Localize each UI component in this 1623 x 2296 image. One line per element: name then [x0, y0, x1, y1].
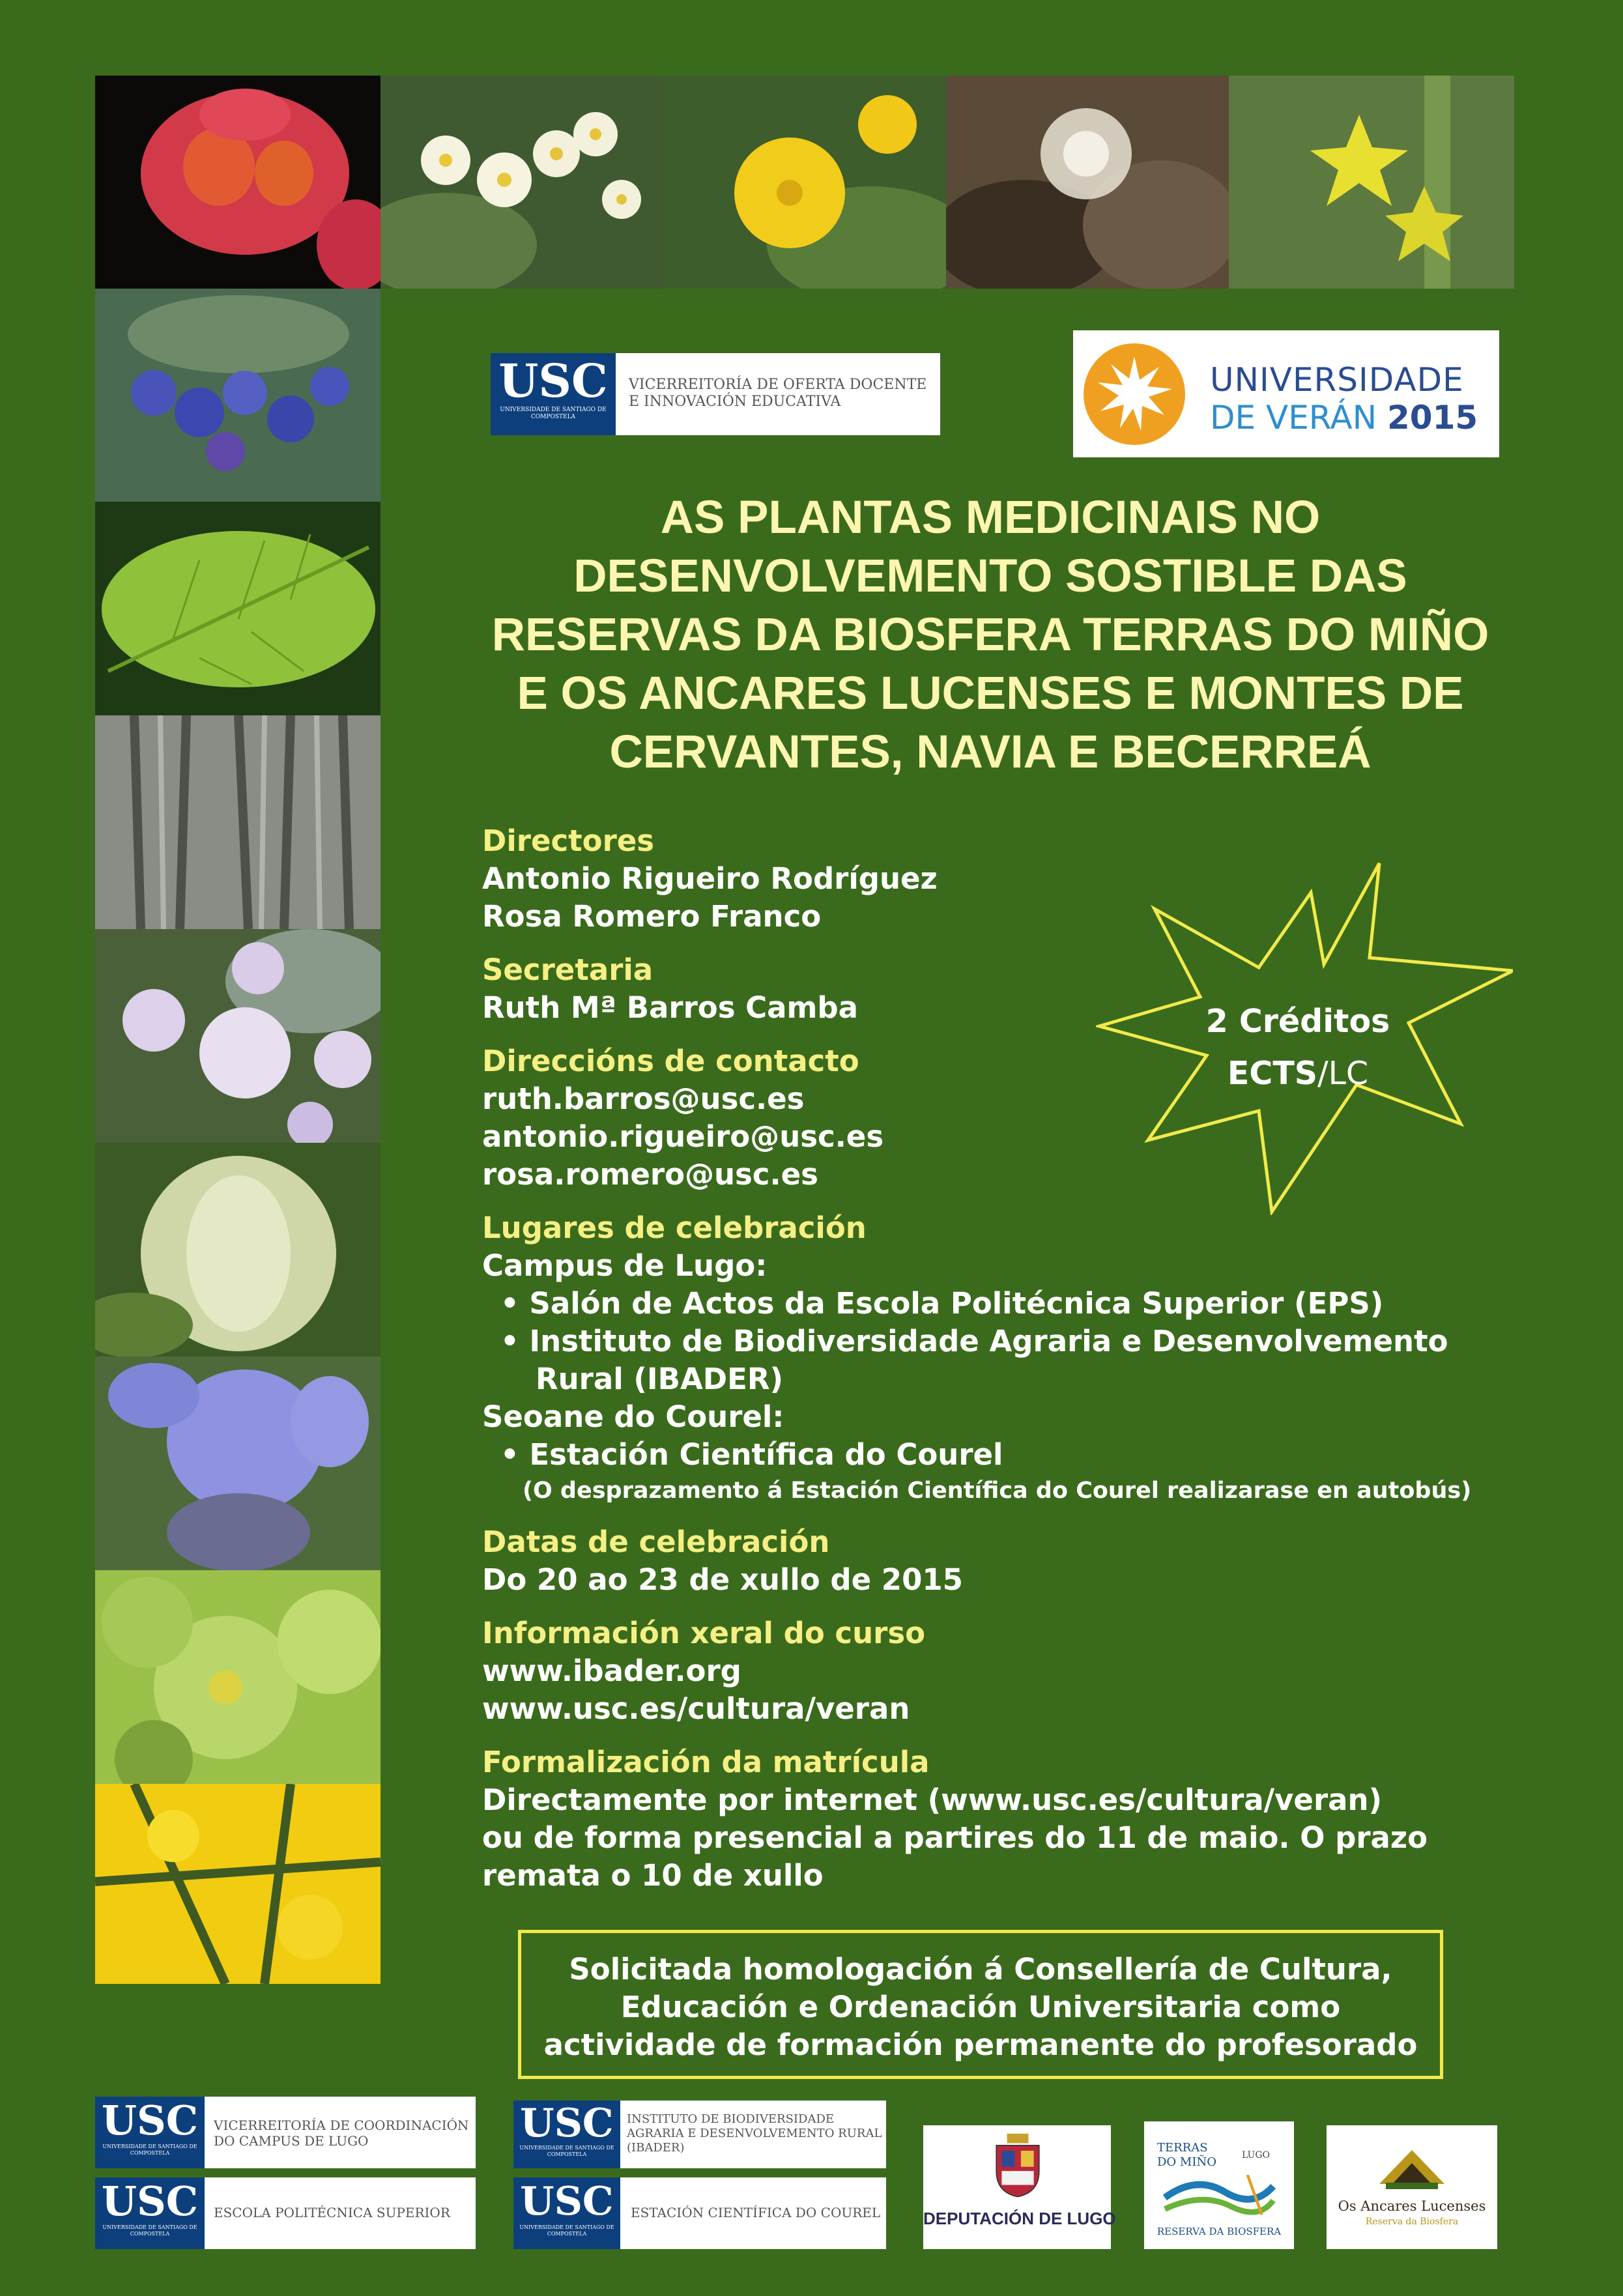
river-icon [1154, 2175, 1284, 2220]
transport-note: (O desprazamento á Estación Científica do Courel realizarase en autobús) [523, 1478, 1472, 1504]
yellow-star-lily-photo [1229, 76, 1514, 289]
seed-pod-photo [946, 76, 1229, 289]
ancares-lucenses-logo: Os Ancares Lucenses Reserva da Biosfera [1327, 2125, 1497, 2249]
coat-of-arms-icon [991, 2133, 1044, 2198]
usc-mark: USC UNIVERSIDADE DE SANTIAGO DE COMPOSTELA [513, 2101, 620, 2168]
matricula-line: Directamente por internet (www.usc.es/cultura/veran) [482, 1783, 1383, 1817]
deputacion-lugo-logo: DEPUTACIÓN DE LUGO [923, 2125, 1111, 2249]
info-link[interactable]: www.ibader.org [482, 1654, 741, 1688]
director-name: Rosa Romero Franco [482, 899, 822, 934]
usc-mark: USC UNIVERSIDADE DE SANTIAGO DE COMPOSTELA [95, 2097, 205, 2168]
matricula-line: remata o 10 de xullo [482, 1858, 824, 1893]
directores-heading: Directores [482, 824, 655, 858]
red-spindle-fruit-photo [95, 76, 381, 289]
usc-courel-logo: USC UNIVERSIDADE DE SANTIAGO DE COMPOSTELA ESTACIÓN CIENTÍFICA DO COUREL [513, 2177, 886, 2249]
venue-item: • Estación Científica do Courel [500, 1437, 1003, 1472]
secretaria-heading: Secretaria [482, 953, 654, 987]
pale-spike-flower-photo [95, 1143, 381, 1356]
yellow-marsh-marigold-photo [663, 76, 946, 289]
credits-starburst: 2 Créditos ECTS/LC [1096, 860, 1513, 1215]
contact-email[interactable]: antonio.rigueiro@usc.es [482, 1119, 884, 1154]
director-name: Antonio Rigueiro Rodríguez [482, 861, 938, 896]
usc-ibader-logo: USC UNIVERSIDADE DE SANTIAGO DE COMPOSTELA INSTITUTO DE BIODIVERSIDADE AGRARIA E DESENVOLVEMENTO RURAL (IBADER) [513, 2101, 886, 2168]
sun-icon [1082, 342, 1186, 446]
seoane-label: Seoane do Courel: [482, 1399, 784, 1434]
page-title: AS PLANTAS MEDICINAIS NO DESENVOLVEMENTO SOSTIBLE DAS RESERVAS DA BIOSFERA TERRAS DO MIÑO E OS ANCARES LUCENSES E MONTES DE CERVANTES, NAVIA E BECERREÁ [491, 492, 1489, 778]
venue-item: • Salón de Actos da Escola Politécnica Superior (EPS) [500, 1286, 1384, 1321]
pale-cuckooflower-photo [95, 929, 381, 1143]
blue-bugle-photo [95, 1356, 381, 1570]
universidade-veran-logo: UNIVERSIDADE DE VERÁN 2015 [1073, 330, 1499, 457]
terras-mino-logo: TERRAS DO MIÑO LUGO RESERVA DA BIOSFERA [1144, 2121, 1294, 2249]
matricula-line: ou de forma presencial a partires do 11 de maio. O prazo [482, 1820, 1428, 1855]
usc-mark: USC UNIVERSIDADE DE SANTIAGO DE COMPOSTELA [95, 2177, 205, 2249]
green-leaf-photo [95, 502, 381, 715]
yellow-gorse-photo [95, 1784, 381, 1984]
usc-eps-logo: USC UNIVERSIDADE DE SANTIAGO DE COMPOSTELA ESCOLA POLITÉCNICA SUPERIOR [95, 2177, 476, 2249]
blue-lungwort-photo [95, 289, 381, 502]
usc-docente-logo [491, 353, 940, 435]
info-link[interactable]: www.usc.es/cultura/veran [482, 1691, 910, 1726]
contact-email[interactable]: ruth.barros@usc.es [482, 1082, 805, 1116]
course-info [482, 822, 1538, 1895]
contacto-heading: Direccións de contacto [482, 1044, 859, 1078]
contact-email[interactable]: rosa.romero@usc.es [482, 1157, 818, 1192]
tree-bark-photo [95, 715, 381, 929]
usc-mark: USC UNIVERSIDADE DE SANTIAGO DE COMPOSTELA [513, 2177, 620, 2249]
usc-coordinacion-logo: USC UNIVERSIDADE DE SANTIAGO DE COMPOSTELA VICERREITORÍA DE COORDINACIÓN DO CAMPUS DE LUGO [95, 2097, 476, 2168]
info-heading: Información xeral do curso [482, 1616, 926, 1650]
secretaria-name: Ruth Mª Barros Camba [482, 990, 859, 1025]
matricula-heading: Formalización da matrícula [482, 1745, 930, 1779]
mountain-house-icon [1370, 2145, 1454, 2197]
green-spurge-photo [95, 1570, 381, 1784]
lugares-heading: Lugares de celebración [482, 1211, 867, 1245]
homologation-box: Solicitada homologación á Consellería de Cultura, Educación e Ordenación Universitaria como actividade de formación permanente do profesorado [518, 1930, 1443, 2079]
usc-docente-logo-text: VICERREITORÍA DE OFERTA DOCENTE E INNOVACIÓN EDUCATIVA [629, 377, 927, 410]
datas-heading: Datas de celebración [482, 1525, 830, 1559]
white-primrose-photo [381, 76, 663, 289]
campus-lugo-label: Campus de Lugo: [482, 1248, 768, 1283]
venue-item-continuation: Rural (IBADER) [536, 1362, 784, 1396]
venue-item: • Instituto de Biodiversidade Agraria e Desenvolvemento [500, 1324, 1448, 1358]
usc-mark: USC UNIVERSIDADE DE SANTIAGO DE COMPOSTELA [491, 353, 616, 435]
datas-value: Do 20 ao 23 de xullo de 2015 [482, 1562, 963, 1597]
credits-value: 2 Créditos [1205, 1003, 1390, 1040]
